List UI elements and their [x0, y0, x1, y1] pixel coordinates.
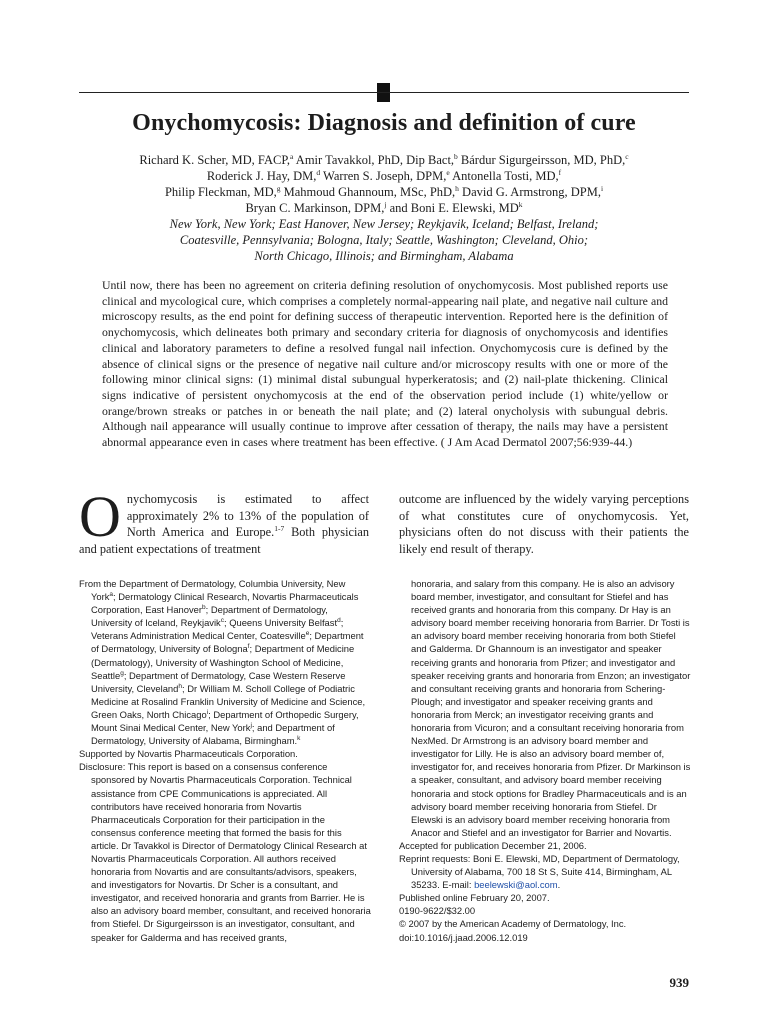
dept-text: From the Department of Dermatology, Columbia University, New York [79, 578, 346, 603]
author-list [90, 152, 678, 216]
intro-text-cont: Both physician and patient expectations of treatment [79, 525, 369, 556]
reference-sup[interactable]: 1-7 [274, 524, 285, 534]
author-markinson: Bryan C. Markinson, DPM, [245, 201, 385, 215]
copyright-note: © 2007 by the American Academy of Dermatology, Inc. [399, 918, 627, 930]
affil-sup: e [305, 630, 310, 638]
dept-text: ; Veterans Administration Medical Center, Coatesville [91, 617, 344, 642]
affiliation-line: North Chicago, Illinois; and Birmingham, Alabama [254, 249, 514, 263]
affil-sup: g [120, 669, 124, 677]
affil-sup: b [454, 151, 458, 161]
intro-column-right [399, 491, 689, 557]
author-elewski: and Boni E. Elewski, MD [386, 201, 519, 215]
dept-text: ; Department of Dermatology, University of Iceland, Reykjavik [91, 604, 328, 629]
reprint-text: Reprint requests: Boni E. Elewski, MD, Department of Dermatology, University of Alabama, 700 18 St S, Suite 414, Birmingham, AL 35233. E-mail: [399, 852, 680, 891]
title-rule [79, 92, 689, 93]
reprint-end: . [557, 879, 561, 891]
affil-sup: f [558, 167, 562, 177]
doi-note[interactable]: doi:10.1016/j.jaad.2006.12.019 [399, 931, 528, 943]
author-tavakkol: Amir Tavakkol, PhD, Dip Bact, [293, 153, 455, 167]
footnotes-left [79, 577, 371, 944]
dept-text: ; Queens University Belfast [224, 617, 338, 629]
article-title: Onychomycosis: Diagnosis and definition of cure [132, 110, 636, 136]
intro-text: nychomycosis is estimated to affect approximately 2% to 13% of the population of North America and Europe. [126, 492, 369, 540]
affil-sup: g [276, 183, 281, 193]
affil-sup: h [178, 682, 182, 690]
affil-sup: b [202, 604, 206, 612]
dept-text: ; Department of Dermatology, University of Bologna [91, 630, 364, 655]
affiliation-locations [90, 216, 678, 264]
intro-column-left [79, 484, 369, 557]
affil-sup: f [247, 643, 250, 651]
affil-sup: h [455, 183, 459, 193]
drop-cap: O [79, 484, 121, 549]
support-note: Supported by Novartis Pharmaceuticals Corporation. [79, 748, 298, 760]
accepted-note: Accepted for publication December 21, 2006. [399, 839, 587, 851]
affil-sup: k [297, 735, 301, 742]
author-scher: Richard K. Scher, MD, FACP, [139, 153, 291, 167]
department-note [79, 577, 371, 747]
affil-sup: j [384, 199, 387, 209]
dept-text: ; and Department of Dermatology, University of Alabama, Birmingham. [91, 722, 335, 747]
affil-sup: d [337, 617, 341, 625]
footnotes-right [399, 577, 691, 944]
dept-text: ; Department of Medicine (Dermatology), University of Washington School of Medicine, Seattle [91, 643, 355, 681]
page-number: 939 [669, 975, 689, 990]
dept-text: ; Dermatology Clinical Research, Novartis Pharmaceuticals Corporation, East Hanover [91, 591, 359, 616]
author-joseph: Warren S. Joseph, DPM, [320, 169, 447, 183]
email-link[interactable]: beelewski@aol.com [474, 879, 558, 891]
author-sigurgeirsson: Bárdur Sigurgeirsson, MD, PhD, [457, 153, 626, 167]
issn-note: 0190-9622/$32.00 [399, 905, 476, 917]
dept-text: ; Dr William M. Scholl College of Podiatric Medicine at Rosalind Franklin University of Medicine and Science, Green Oaks, North Chicago [91, 682, 366, 720]
affil-sup: a [109, 590, 114, 598]
intro-text-right: outcome are influenced by the widely varying perceptions of what constitutes cure of onychomycosis. Yet, physicians often do not discuss with their patients the likely end result of therapy. [399, 492, 689, 556]
abstract-text: Until now, there has been no agreement on criteria defining resolution of onychomycosis. Most published reports use clinical and mycological cure, which comprises a completely normal-appearing nail plate, and negative nail culture and microscopy results, as the end point for defining success of therapeutic intervention. Reported here is the definition of onychomycosis, which delineates both primary and secondary criteria for diagnosis of onychomycosis and identifies clinical and laboratory parameters to define a resolved fungal nail infection. Onychomycosis cure is defined by the absence of clinical signs or the presence of negative nail culture and/or microscopy results with one or more of the following minor clinical signs: (1) minimal distal subungual hyperkeratosis; and (2) nail-plate thickening. Clinical signs indicative of persistent onychomycosis at the end of the observation period include (1) white/yellow or orange/brown streaks or patches in or beneath the nail plate; and (2) lateral onycholysis with subungual debris. Although nail appearance will usually continue to improve after cessation of therapy, the nails may have a persistent abnormal appearance even in cases where treatment has been effective. [102, 278, 668, 450]
abstract [102, 278, 668, 451]
published-note: Published online February 20, 2007. [399, 892, 550, 904]
dept-text: ; Department of Orthopedic Surgery, Mount Sinai Medical Center, New York [91, 708, 359, 734]
affil-sup: i [600, 183, 604, 193]
affil-sup: d [316, 167, 321, 177]
author-ghannoum: Mahmoud Ghannoum, MSc, PhD, [280, 185, 456, 199]
affil-sup: k [518, 199, 523, 209]
author-fleckman: Philip Fleckman, MD, [164, 185, 277, 199]
reprint-note [399, 852, 691, 891]
abstract-citation: ( J Am Acad Dermatol 2007;56:939-44.) [440, 435, 633, 450]
affil-sup: a [290, 151, 294, 161]
disclosure-note: Disclosure: This report is based on a consensus conference sponsored by Novartis Pharmaceuticals Corporation. Technical assistance from CPE Communications is appreciated. All contributors have received honoraria from Novartis Pharmaceuticals Corporation for their participation in the consensus conference meeting that formed the basis for this article. Dr Tavakkol is Director of Dermatology Clinical Research at Novartis Pharmaceuticals Corporation. All authors received honoraria from Novartis and are consultants/advisors, speakers, and investigators for Novartis. Dr Scher is a consultant, and investigator, and received honoraria and grants from Barrier. He is also an advisory board member, consultant, and received honoraria from Stiefel. Dr Sigurgeirsson is an investigator, consultant, and speaker for Galderma and has received grants, [79, 761, 371, 943]
affiliation-line: New York, New York; East Hanover, New Jersey; Reykjavik, Iceland; Belfast, Ireland; [169, 217, 599, 231]
author-tosti: Antonella Tosti, MD, [449, 169, 559, 183]
affil-sup: e [446, 167, 450, 177]
disclosure-continuation: honoraria, and salary from this company. He is also an advisory board member, investigator, and consultant for Stiefel and has received grants and honoraria from this company. Dr Hay is an advisory board member receiving honoraria from Barrier. Dr Tosti is an advisory board member receiving honoraria from both Stiefel and Galderma. Dr Ghannoum is an investigator and speaker receiving grants and honoraria from Pfizer; and investigator and speaker receiving grants and honoraria from Enzon; an investigator and consultant receiving grants and honoraria from Schering-Plough; and investigator and speaker receiving grants and honoraria from Merck; an investigator receiving grants and honoraria from Vicuron; and a consultant receiving honoraria from NexMed. Dr Armstrong is an advisory board member and investigator for Lilly. He is also an advisory board member of, investigator for, and receives honoraria from Pfizer. Dr Markinson is a speaker, consultant, and advisory board member receiving honoraria and stock options for Bradley Pharmaceuticals and is an advisory board member receiving honoraria from Stiefel. Dr Elewski is an advisory board member receiving honoraria from Anacor and Stiefel and an investigator for Barrier and Novartis. [411, 578, 691, 838]
affil-sup: j [250, 721, 252, 729]
affil-sup: c [625, 151, 629, 161]
affil-sup: i [206, 708, 209, 716]
author-armstrong: David G. Armstrong, DPM, [458, 185, 601, 199]
affil-sup: c [220, 617, 224, 625]
dept-text: ; Department of Dermatology, Case Western Reserve University, Cleveland [91, 669, 346, 694]
author-hay: Roderick J. Hay, DM, [206, 169, 317, 183]
affiliation-line: Coatesville, Pennsylvania; Bologna, Italy; Seattle, Washington; Cleveland, Ohio; [179, 233, 589, 247]
